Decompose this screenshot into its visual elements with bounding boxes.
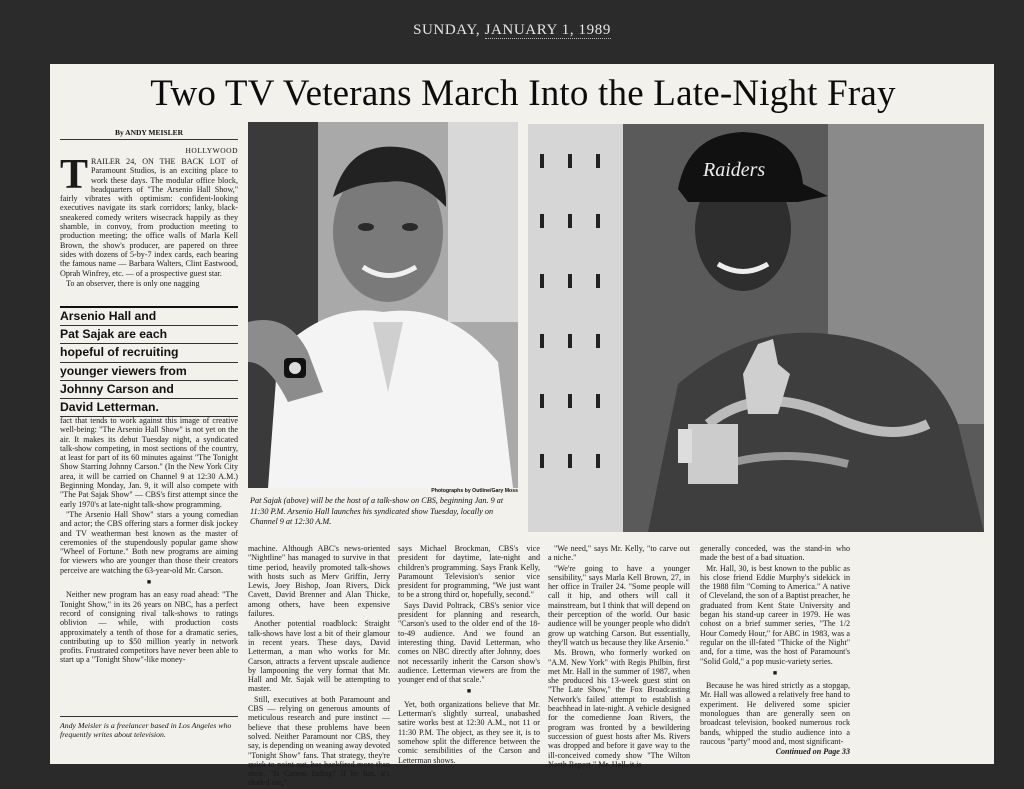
paragraph: "The Arsenio Hall Show" stars a young comedian and actor; the CBS offering stars a former disk jockey and TV weatherman best known as the master of ceremonies of the stupendously popular game show "Wheel of Fortune." Both new programs are aiming for viewers who are younger than those their creators perceive are watching the 63-year-old Mr. Carson. <box>60 509 238 575</box>
paragraph: Neither new program has an easy road ahead: "The Tonight Show," in its 26 years on NBC, has a perfect record of consigning rival talk-shows to ratings oblivion — while, with production costs approximately a tenth of those for a dramatic series, contributing up to $50 million yearly in network profits. Frustrated competitors have never been able to start up a "Tonight Show"-like money- <box>60 590 238 665</box>
continued-note: Continued on Page 33 <box>775 747 850 757</box>
paragraph: To an observer, there is only one nagging <box>66 278 200 288</box>
section-divider <box>700 669 850 678</box>
paragraph: Mr. Hall, 30, is best known to the public as his close friend Eddie Murphy's sidekick in the 1988 film "Coming to America." A native of Cleveland, the son of a Baptist preacher, he graduated from Kent State University and began his stand-up career in 1979. He was cohost on a brief summer series, "The 1/2 Hour Comedy Hour," for ABC in 1983, was a regular on the ill-fated "Thicke of the Night" and, for a time, was the host of Paramount's "Solid Gold," a pop music-variety series. <box>700 563 850 666</box>
lead-paragraph <box>60 152 238 278</box>
section-divider <box>398 687 540 696</box>
newspaper-page <box>50 64 994 788</box>
byline: By ANDY MEISLER <box>114 128 184 137</box>
paragraph: Ms. Brown, who formerly worked on "A.M. New York" with Regis Philbin, first met Mr. Hall in the summer of 1987, when she produced his 13-week guest stint on "The Late Show," the Fox Broadcasting Network's failed attempt to establish a beachhead in late-night. A vehicle designed for the comedienne Joan Rivers, the program was fronted by a bewildering succession of guest hosts after Ms. Rivers was dropped and before it gave way to the ill-conceived comedy show "The Wilton North Report." Mr. Hall, it is <box>548 648 690 769</box>
paragraph: fact that tends to work against this image of creative well-being: "The Arsenio Hall Show" is not yet on the air. It makes its debut Tuesday night, a syndicated talk-show competing, in most sections of the country, at least for part of its 60 minutes against "The Tonight Show Starring Johnny Carson." (In the New York City area, it will be carried on Channel 9 at 12:30 A.M.) Beginning Monday, Jan. 9, it will also compete with "The Pat Sajak Show" — CBS's first attempt since the early 1970's at late-night talk-show programming. <box>60 416 238 509</box>
paragraph: generally conceded, was the stand-in who made the best of a bad situation. <box>700 544 850 563</box>
column-3 <box>398 544 540 766</box>
date-title <box>0 22 1024 39</box>
author-rule <box>60 716 238 717</box>
paragraph: machine. Although ABC's news-oriented "Nightline" has managed to survive in that time period, heavily promoted talk-shows with hosts such as Merv Griffin, Jerry Lewis, Joey Bishop, Joan Rivers, Dick Cavett, David Brenner and Alan Thicke, among others, have been expensive failures. <box>248 544 390 619</box>
paragraph: Yet, both organizations believe that Mr. Letterman's slightly surreal, unabashed satire works best at 12:30 A.M., not 11 or 11:30 P.M. The object, as they see it, is to somehow split the difference between the comic sensibilities of the Carson and Letterman shows. <box>398 699 540 765</box>
photo-arsenio-hall <box>528 124 984 532</box>
lead-text: RAILER 24, ON THE BACK LOT of Paramount Studios, is an exciting place to work these days. The modular office block, headquarters of "The Arsenio Hall Show," fairly vibrates with optimism: confident-looking executives navigate its stark corridors; lanky, black-sneakered comedy writers wisecrack happily as they shamble, in convoy, from production meeting to production meeting; the office walls of Marla Kell Brown, the show's producer, are papered on three sides with dozens of 5-by-7 index cards, each bearing the famous name — Barbara Walters, Clint Eastwood, Oprah Winfrey, etc. — of a prospective guest star. <box>60 157 238 278</box>
author-note: Andy Meisler is a freelancer based in Los Angeles who frequently writes about television. <box>60 721 232 739</box>
date-prefix: SUNDAY, <box>413 22 485 38</box>
pull-quote-line: David Letterman. <box>60 399 238 417</box>
pull-quote-line: Arsenio Hall and <box>60 308 238 326</box>
paragraph: Another potential roadblock: Straight talk-shows have lost a bit of their glamour in recent years. These days, David Letterman, a man who works for Mr. Carson, attracts a fervent upscale audience by lampooning the very format that Mr. Hall and Mr. Sajak will be attempting to master. <box>248 619 390 694</box>
dateline: HOLLYWOOD <box>185 146 238 155</box>
pull-quote-line: hopeful of recruiting <box>60 344 238 362</box>
paragraph: Says David Poltrack, CBS's senior vice president for planning and research, "Carson's used to the older end of the 18-to-49 audience. And we found an interesting thing. David Letterman, who comes on NBC directly after Johnny, does not necessarily inherit the Carson show's audience. Letterman viewers are from the younger end of that scale." <box>398 600 540 685</box>
paragraph: "We're going to have a younger sensibility," says Marla Kell Brown, 27, in her office in Trailer 24. "Some people will call it hip, and others will call it mainstream, but I think that will depend on their perception of the world. Our basic audience will be younger people who didn't grow up watching Carson. But essentially, they'll watch us because they like Arsenio." <box>548 563 690 647</box>
top-bar <box>0 0 1024 62</box>
paragraph: Because he was hired strictly as a stopgap, Mr. Hall was allowed a relatively free hand to experiment. He delivered some spicier monologues than are generally seen on broadcast television, booked numerous rock bands, whipped the studio audience into a raucous "party" mood and, most significant- <box>700 681 850 746</box>
headline: Two TV Veterans March Into the Late-Night Fray <box>150 73 896 114</box>
photo-credit: Photographs by Outline/Gary Moss <box>431 488 518 494</box>
byline-rule <box>60 139 238 140</box>
pull-quote-line: Pat Sajak are each <box>60 326 238 344</box>
drop-cap: T <box>60 152 89 198</box>
photo-pat-sajak <box>248 122 518 488</box>
paragraph: "We need," says Mr. Kelly, "to carve out a niche." <box>548 544 690 563</box>
column-5 <box>700 544 850 757</box>
column-1-bottom <box>60 416 238 666</box>
pull-quote-line: younger viewers from <box>60 363 238 381</box>
pull-quote <box>60 306 238 417</box>
date-link[interactable]: JANUARY 1, 1989 <box>484 22 611 38</box>
pull-quote-line: Johnny Carson and <box>60 381 238 399</box>
paragraph: says Michael Brockman, CBS's vice president for daytime, late-night and children's programming. Says Frank Kelly, Paramount Television's senior vice president for programming, "We just want to be a strong third or, hopefully, second." <box>398 544 540 600</box>
column-4 <box>548 544 690 770</box>
column-2 <box>248 544 390 789</box>
photo-caption: Pat Sajak (above) will be the host of a talk-show on CBS, beginning Jan. 9 at 11:30 P.M. Arsenio Hall launches his syndicated show Tuesday, locally on Channel 9 at 12:30 A.M. <box>250 496 504 526</box>
cap-text: Raiders <box>703 159 766 181</box>
section-divider <box>60 578 238 587</box>
paragraph: Still, executives at both Paramount and CBS — relying on generous amounts of meticulous research and pure instinct — believe that these problems have been solved. Neither Paramount nor CBS, they say, is depending on weaning away devoted "Tonight Show" fans. That strategy, they're quick to point out, has backfired more than once. "Is Carson fading? If he has, it's eluded me," <box>248 694 390 788</box>
column-1-top <box>60 152 238 289</box>
